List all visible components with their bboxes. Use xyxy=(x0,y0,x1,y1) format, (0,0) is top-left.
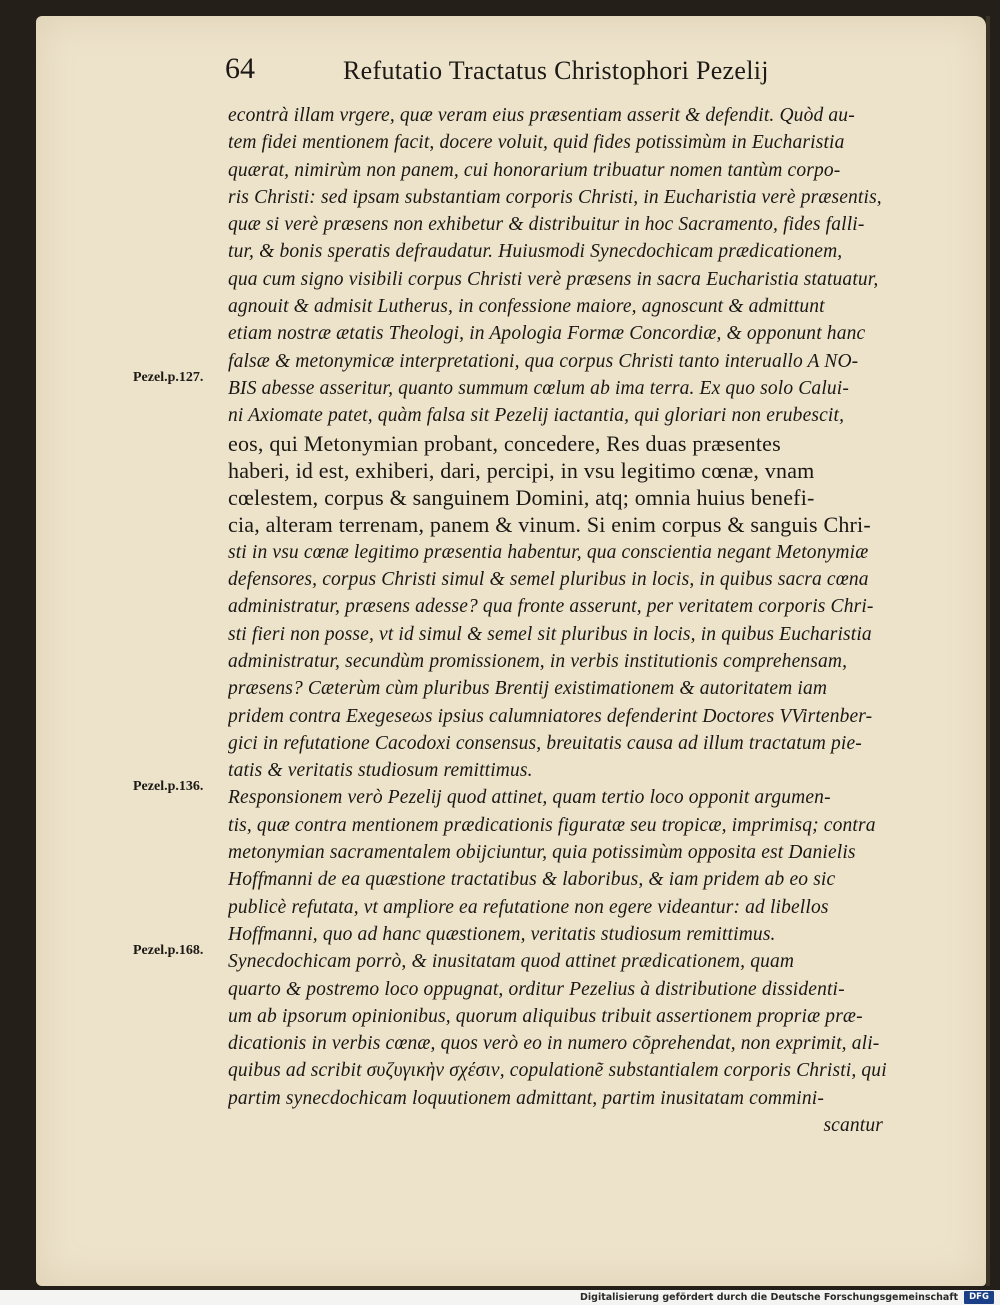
text-line: præsens? Cæterùm cùm pluribus Brentij existimationem & autoritatem iam xyxy=(228,678,828,700)
text-line: publicè refutata, vt ampliore ea refutatione non egere videantur: ad libellos xyxy=(228,896,829,918)
margin-note: Pezel.p.127. xyxy=(133,370,204,385)
quoted-line: cœlestem, corpus & sanguinem Domini, atq; omnia huius benefi- xyxy=(228,485,815,511)
text-line: Synecdochicam porrò, & inusitatam quod attinet prædicationem, quam xyxy=(228,951,795,973)
quoted-line: cia, alteram terrenam, panem & vinum. Si enim corpus & sanguis Chri- xyxy=(228,512,871,538)
digitization-footer xyxy=(0,1290,1000,1305)
text-line: quarto & postremo loco oppugnat, orditur Pezelius à distributione dissidenti- xyxy=(228,978,845,1000)
text-line: etiam nostræ ætatis Theologi, in Apologia Formæ Concordiæ, & opponunt hanc xyxy=(228,323,866,345)
text-line: qua cum signo visibili corpus Christi verè præsens in sacra Eucharistia statuatur, xyxy=(228,268,879,290)
text-line: ris Christi: sed ipsam substantiam corporis Christi, in Eucharistia verè præsentis, xyxy=(228,186,882,208)
dfg-logo: DFG xyxy=(964,1291,994,1304)
funding-credit: Digitalisierung gefördert durch die Deutsche Forschungsgemeinschaft xyxy=(580,1292,958,1303)
text-line: quibus ad scribit συζυγικὴν σχέσιν, copulationẽ substantialem corporis Christi, qui xyxy=(228,1060,887,1082)
text-line: econtrà illam vrgere, quæ veram eius præsentiam asserit & defendit. Quòd au- xyxy=(228,105,855,126)
text-line: ni Axiomate patet, quàm falsa sit Pezelij iactantia, qui gloriari non erubescit, xyxy=(228,405,845,427)
text-line: defensores, corpus Christi simul & semel pluribus in locis, in quibus sacra cœna xyxy=(228,569,869,591)
text-line: pridem contra Exegeseωs ipsius calumniatores defenderint Doctores VVirtenber- xyxy=(228,705,873,727)
text-line: sti fieri non posse, vt id simul & semel sit pluribus in locis, in quibus Eucharistia xyxy=(228,623,872,645)
text-line: partim synecdochicam loquutionem admittant, partim inusitatam commini- xyxy=(228,1087,824,1109)
page-header xyxy=(225,52,865,94)
text-line: tatis & veritatis studiosum remittimus. xyxy=(228,760,533,782)
page-edge xyxy=(986,16,990,1286)
body-text xyxy=(228,102,893,1139)
text-line: Hoffmanni, quo ad hanc quæstionem, veritatis studiosum remittimus. xyxy=(228,923,776,945)
text-line: quærat, nimirùm non panem, cui honorarium tribuatur nomen tantùm corpo- xyxy=(228,159,841,181)
text-line: administratur, præsens adesse? qua fronte asserunt, per veritatem corporis Chri- xyxy=(228,596,874,618)
catchword: scantur xyxy=(823,1114,883,1136)
text-line: falsæ & metonymicæ interpretationi, qua corpus Christi tanto interuallo A NO- xyxy=(228,350,859,372)
margin-note: Pezel.p.136. xyxy=(133,779,204,794)
text-line: Hoffmanni de ea quæstione tractatibus & laboribus, & iam pridem ab eo sic xyxy=(228,869,836,891)
text-line: BIS abesse asseritur, quanto summum cœlum ab ima terra. Ex quo solo Calui- xyxy=(228,377,849,399)
text-line: sti in vsu cœnæ legitimo præsentia habentur, qua conscientia negant Metonymiæ xyxy=(228,541,869,563)
text-line: metonymian sacramentalem obijciuntur, quia potissimùm opposita est Danielis xyxy=(228,842,856,864)
text-line: Responsionem verò Pezelij quod attinet, quam tertio loco opponit argumen- xyxy=(228,787,831,809)
text-line: um ab ipsorum opinionibus, quorum aliquibus tribuit assertionem propriæ præ- xyxy=(228,1005,863,1027)
text-line: agnouit & admisit Lutherus, in confessione maiore, agnoscunt & admittunt xyxy=(228,296,825,318)
text-line: dicationis in verbis cœnæ, quos verò eo in numero cõprehendat, non exprimit, ali- xyxy=(228,1033,880,1055)
quoted-line: eos, qui Metonymian probant, concedere, Res duas præsentes xyxy=(228,430,781,456)
text-line: administratur, secundùm promissionem, in verbis institutionis comprehensam, xyxy=(228,650,848,672)
quoted-line: haberi, id est, exhiberi, dari, percipi, in vsu legitimo cœnæ, vnam xyxy=(228,457,815,483)
text-line: tis, quæ contra mentionem prædicationis figuratæ seu tropicæ, imprimisq; contra xyxy=(228,814,876,836)
text-line: tur, & bonis speratis defraudatur. Huiusmodi Synecdochicam prædicationem, xyxy=(228,241,843,263)
page-number: 64 xyxy=(225,52,255,85)
margin-note: Pezel.p.168. xyxy=(133,943,204,958)
text-line: quæ si verè præsens non exhibetur & distribuitur in hoc Sacramento, fides falli- xyxy=(228,214,865,236)
text-line: tem fidei mentionem facit, docere voluit, quid fides potissimùm in Eucharistia xyxy=(228,132,845,154)
running-title: Refutatio Tractatus Christophori Pezelij xyxy=(343,56,769,85)
text-line: gici in refutatione Cacodoxi consensus, breuitatis causa ad illum tractatum pie- xyxy=(228,732,862,754)
